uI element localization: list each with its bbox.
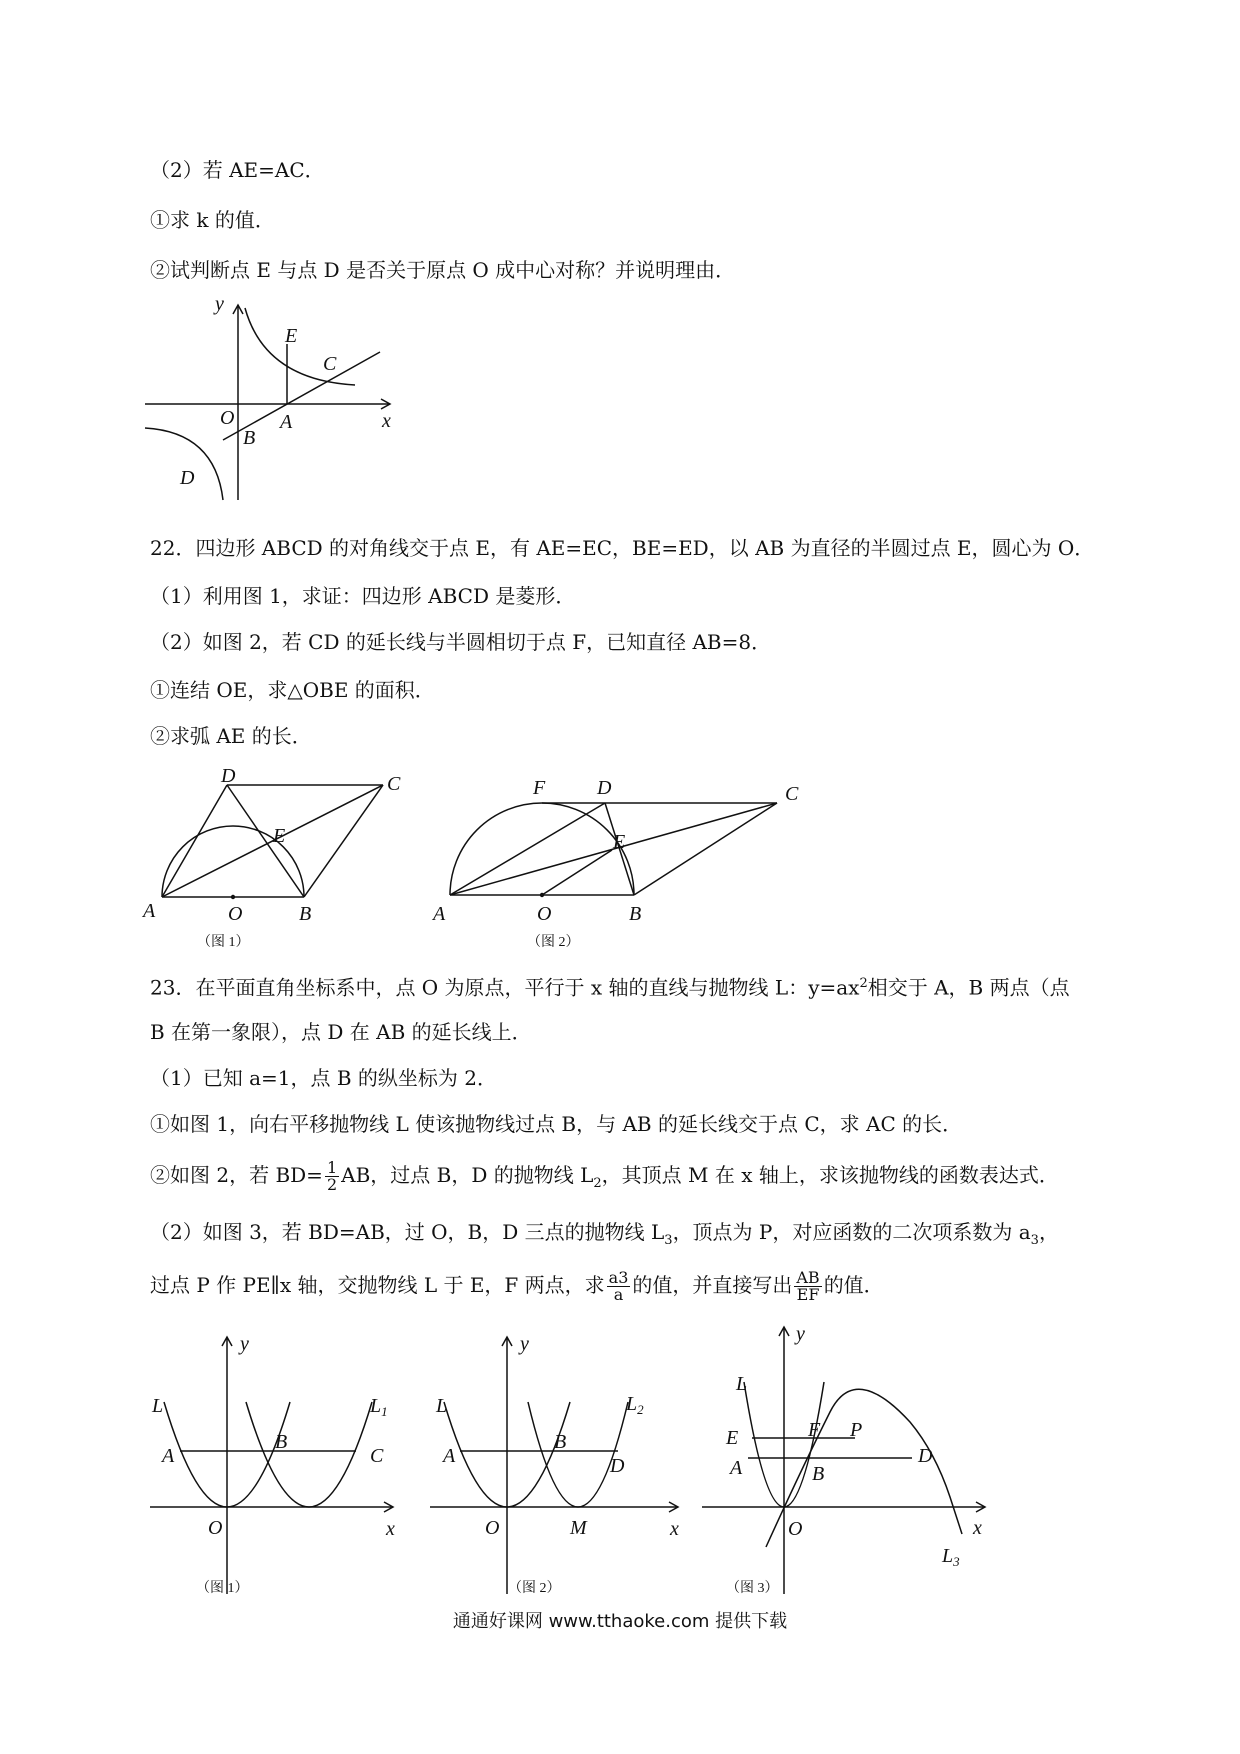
- q23-sub2-fraction: [325, 1160, 339, 1193]
- q21-label-d: D: [180, 467, 195, 489]
- q21-figure: [145, 293, 405, 510]
- q21-label-e: E: [285, 325, 298, 347]
- q22f1-label-c: C: [387, 773, 401, 795]
- q23-stem-b: 相交于 A，B 两点（点: [867, 975, 1070, 1000]
- q21-label-b: B: [243, 427, 256, 449]
- q22f2-label-d: D: [597, 777, 612, 799]
- q22f2-label-f: F: [533, 777, 546, 799]
- q23-part2-a: （2）如图 3，若 BD=AB，过 O，B，D 三点的抛物线 L: [150, 1220, 665, 1244]
- q23f3-caption: （图 3）: [726, 1581, 779, 1596]
- q23-part2-b: ，顶点为 P，对应函数的二次项系数为 a: [672, 1220, 1031, 1244]
- q23-fraction-ab-over-ef: [794, 1270, 821, 1303]
- q23f1-label-y: y: [240, 1333, 249, 1355]
- q23f1-label-x: x: [386, 1518, 395, 1540]
- q23-frac2-den: EF: [796, 1285, 820, 1304]
- q23f2-label-b: B: [554, 1431, 567, 1453]
- q22f1-label-d: D: [221, 765, 236, 787]
- q22f1-caption: （图 1）: [197, 935, 250, 950]
- q23f2-label-l2: $L_2$: [626, 1393, 644, 1417]
- q23-frac2-num: AB: [796, 1268, 820, 1287]
- q23-last-a: 过点 P 作 PE∥x 轴，交抛物线 L 于 E，F 两点，求: [150, 1273, 605, 1297]
- q23-sub2-a: ②如图 2，若 BD=: [150, 1163, 323, 1187]
- q22f2-label-c: C: [785, 783, 799, 805]
- q22-part1: （1）利用图 1，求证：四边形 ABCD 是菱形．: [150, 584, 576, 608]
- q23f3-label-f: F: [808, 1419, 821, 1441]
- q23-frac1-num: a3: [608, 1268, 629, 1287]
- q22f1-label-b: B: [299, 903, 312, 925]
- q23f1-label-l: L: [152, 1395, 164, 1417]
- q23-sub2: [150, 1160, 1059, 1198]
- q23f1-label-a: A: [162, 1445, 175, 1467]
- q23-stem-line1: [150, 970, 1070, 1002]
- q23f2-label-l: L: [436, 1395, 448, 1417]
- q23-stem-line2: B 在第一象限），点 D 在 AB 的延长线上．: [150, 1020, 532, 1044]
- q23f3-label-y: y: [796, 1323, 805, 1345]
- q23f1-label-c: C: [370, 1445, 384, 1467]
- q22f2-label-b: B: [629, 903, 642, 925]
- q23f2-caption: （图 2）: [508, 1581, 561, 1596]
- q23f2-label-d: D: [610, 1455, 625, 1477]
- q23-last-c: 的值．: [823, 1273, 884, 1297]
- q23f3-label-b: B: [812, 1463, 825, 1485]
- q23-fraction-a3-over-a: [607, 1270, 631, 1303]
- q23f3-label-o: O: [788, 1518, 803, 1540]
- q23-figure-2: [428, 1332, 688, 1602]
- q23-part2-c: ，: [1038, 1220, 1059, 1244]
- q23-sub2-c: ，其顶点 M 在 x 轴上，求该抛物线的函数表达式．: [601, 1163, 1059, 1187]
- q23-frac1-den: a: [613, 1285, 624, 1304]
- q21-label-y: y: [215, 293, 224, 315]
- q23-part2-sub2: 3: [1030, 1233, 1039, 1248]
- q23f3-label-l: L: [736, 1373, 748, 1395]
- q23-sub1: ①如图 1，向右平移抛物线 L 使该抛物线过点 B，与 AB 的延长线交于点 C，求 AC 的长．: [150, 1112, 963, 1136]
- q23-figure-3: [700, 1322, 990, 1602]
- q23f3-label-d: D: [918, 1445, 933, 1467]
- q23-last-b: 的值，并直接写出: [632, 1273, 793, 1297]
- q21-label-x: x: [382, 410, 391, 432]
- q23-last-line: [150, 1270, 884, 1303]
- q21-sub2: ②试判断点 E 与点 D 是否关于原点 O 成中心对称？并说明理由．: [150, 258, 736, 282]
- q23f1-caption: （图 1）: [196, 1581, 249, 1596]
- q23-sub2-num: 1: [326, 1158, 338, 1177]
- q22f1-label-e: E: [273, 825, 286, 847]
- q23f1-label-o: O: [208, 1517, 223, 1539]
- q21-label-o: O: [220, 407, 235, 429]
- q23-sub2-den: 2: [326, 1175, 338, 1194]
- q23f2-label-y: y: [520, 1333, 529, 1355]
- q23f1-label-b: B: [275, 1431, 288, 1453]
- q23-stem-sup: 2: [859, 976, 868, 991]
- q22f1-label-o: O: [228, 903, 243, 925]
- page-footer: 通通好课网 www.tthaoke.com 提供下载: [452, 1611, 788, 1632]
- q23f3-label-e: E: [726, 1427, 739, 1449]
- q23f2-label-a: A: [443, 1445, 456, 1467]
- q22f2-label-o: O: [537, 903, 552, 925]
- q22-figure-2: [435, 770, 820, 955]
- q23f3-label-l3: $L_3$: [942, 1545, 960, 1569]
- q23f3-label-p: P: [850, 1419, 863, 1441]
- q21-label-a: A: [280, 411, 293, 433]
- q23-part2-sub: 3: [664, 1233, 673, 1248]
- q23-sub2-sub: 2: [593, 1176, 602, 1191]
- q22-sub2: ②求弧 AE 的长．: [150, 724, 312, 748]
- q22-sub1: ①连结 OE，求△OBE 的面积．: [150, 678, 435, 702]
- q21-sub1: ①求 k 的值．: [150, 208, 275, 232]
- q22f2-label-a: A: [433, 903, 446, 925]
- q23-part1: （1）已知 a=1，点 B 的纵坐标为 2．: [150, 1066, 497, 1090]
- q22-stem: 22．四边形 ABCD 的对角线交于点 E，有 AE=EC，BE=ED，以 AB 为直径的半圆过点 E，圆心为 O．: [150, 536, 1095, 560]
- q23f2-label-o: O: [485, 1517, 500, 1539]
- q23-stem-a: 23．在平面直角坐标系中，点 O 为原点，平行于 x 轴的直线与抛物线 L：y=ax: [150, 975, 860, 1000]
- q23-part2: [150, 1218, 1059, 1255]
- q23f1-label-l1: $L_1$: [370, 1395, 388, 1419]
- q22f2-label-e: E: [613, 831, 626, 853]
- q22-figure-1: [143, 765, 435, 955]
- q22f2-caption: （图 2）: [527, 935, 580, 950]
- q21-label-c: C: [323, 353, 337, 375]
- q23f2-label-m: M: [570, 1517, 587, 1539]
- q22f1-label-a: A: [143, 900, 156, 922]
- q21-part2: （2）若 AE=AC．: [150, 158, 325, 182]
- q23-figure-1: [148, 1332, 408, 1602]
- q23f2-label-x: x: [670, 1518, 679, 1540]
- q23-sub2-b: AB，过点 B，D 的抛物线 L: [341, 1163, 594, 1187]
- q23f3-label-x: x: [973, 1517, 982, 1539]
- q22-part2: （2）如图 2，若 CD 的延长线与半圆相切于点 F，已知直径 AB=8．: [150, 630, 772, 654]
- q23f3-label-a: A: [730, 1457, 743, 1479]
